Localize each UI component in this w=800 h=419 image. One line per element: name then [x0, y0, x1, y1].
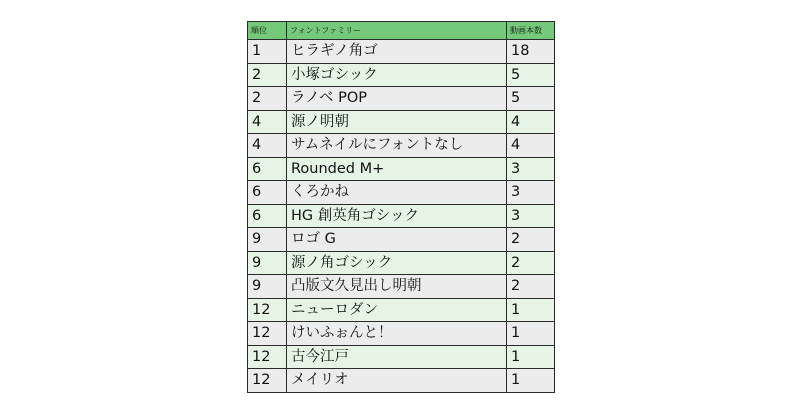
table-row [248, 110, 555, 134]
table-row [248, 204, 555, 228]
video-count-cell: 1 [507, 369, 555, 393]
video-count-cell: 2 [507, 275, 555, 299]
rank-cell: 2 [248, 63, 287, 87]
video-count-cell: 1 [507, 322, 555, 346]
header-video-count: 動画本数 [507, 22, 555, 40]
video-count-cell: 4 [507, 110, 555, 134]
font-family-cell: 源ノ明朝 [287, 110, 507, 134]
font-ranking-table [247, 21, 555, 393]
rank-cell: 9 [248, 228, 287, 252]
header-rank: 順位 [248, 22, 287, 40]
font-family-cell: 古今江戸 [287, 345, 507, 369]
rank-cell: 9 [248, 251, 287, 275]
font-family-cell: 源ノ角ゴシック [287, 251, 507, 275]
table-body [248, 40, 555, 393]
table-row [248, 87, 555, 111]
rank-cell: 9 [248, 275, 287, 299]
video-count-cell: 2 [507, 228, 555, 252]
rank-cell: 12 [248, 369, 287, 393]
video-count-cell: 5 [507, 63, 555, 87]
table-row [248, 298, 555, 322]
rank-cell: 4 [248, 134, 287, 158]
header-font-family: フォントファミリー [287, 22, 507, 40]
video-count-cell: 5 [507, 87, 555, 111]
video-count-cell: 18 [507, 40, 555, 64]
rank-cell: 12 [248, 322, 287, 346]
font-family-cell: 小塚ゴシック [287, 63, 507, 87]
rank-cell: 2 [248, 87, 287, 111]
rank-cell: 6 [248, 157, 287, 181]
video-count-cell: 3 [507, 181, 555, 205]
rank-cell: 12 [248, 345, 287, 369]
rank-cell: 1 [248, 40, 287, 64]
table-row [248, 345, 555, 369]
table-row [248, 181, 555, 205]
table-row [248, 134, 555, 158]
font-family-cell: ラノベ POP [287, 87, 507, 111]
font-family-cell: 凸版文久見出し明朝 [287, 275, 507, 299]
video-count-cell: 2 [507, 251, 555, 275]
rank-cell: 4 [248, 110, 287, 134]
video-count-cell: 1 [507, 298, 555, 322]
video-count-cell: 3 [507, 204, 555, 228]
font-family-cell: Rounded M+ [287, 157, 507, 181]
header-row [248, 22, 555, 40]
table-row [248, 63, 555, 87]
font-family-cell: くろかね [287, 181, 507, 205]
rank-cell: 6 [248, 181, 287, 205]
rank-cell: 6 [248, 204, 287, 228]
font-family-cell: ニューロダン [287, 298, 507, 322]
video-count-cell: 1 [507, 345, 555, 369]
video-count-cell: 3 [507, 157, 555, 181]
table-row [248, 275, 555, 299]
font-family-cell: ヒラギノ角ゴ [287, 40, 507, 64]
table-row [248, 322, 555, 346]
table-row [248, 228, 555, 252]
video-count-cell: 4 [507, 134, 555, 158]
table-row [248, 40, 555, 64]
table-row [248, 157, 555, 181]
rank-cell: 12 [248, 298, 287, 322]
font-family-cell: サムネイルにフォントなし [287, 134, 507, 158]
table-header [248, 22, 555, 40]
table-row [248, 369, 555, 393]
table-row [248, 251, 555, 275]
font-family-cell: メイリオ [287, 369, 507, 393]
font-family-cell: けいふぉんと！ [287, 322, 507, 346]
font-family-cell: HG 創英角ゴシック [287, 204, 507, 228]
font-family-cell: ロゴ G [287, 228, 507, 252]
